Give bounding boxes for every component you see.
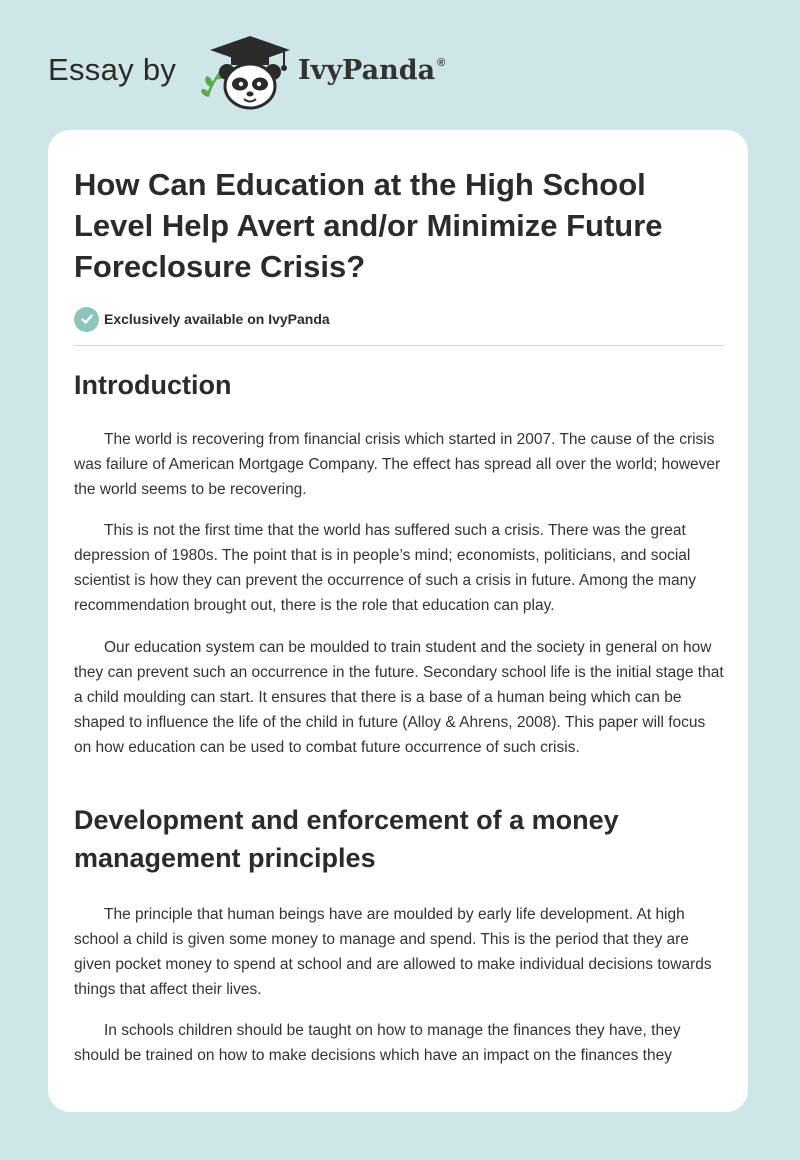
brand-name[interactable]: IvyPanda ®	[298, 55, 446, 86]
exclusive-badge-label: Exclusively available on IvyPanda	[104, 311, 330, 327]
divider	[74, 345, 724, 346]
essay-title: How Can Education at the High School Level Help Avert and/or Minimize Future Foreclosure Crisis?	[74, 167, 663, 284]
paragraph: Our education system can be moulded to train student and the society in general on how they can prevent such an occurrence in the future. Secondary school life is the initial stage that a child moulding can start. It ensures that there is a base of a human being which can be shaped to influence the life of the child in future (Alloy & Ahrens, 2008). This paper will focus on how education can be used to combat future occurrence of such crisis.	[74, 639, 724, 756]
site-header	[48, 30, 748, 110]
paragraph: The principle that human beings have are moulded by early life development. At high school a child is given some money to manage and spend. This is the period that they are given pocket money to spend at school and are allowed to make individual decisions towards things that affect their lives.	[74, 906, 712, 998]
section-heading-money-management: Development and enforcement of a money management principles	[74, 805, 619, 873]
paragraph: In schools children should be taught on how to manage the finances they have, they should be trained on how to make decisions which have an impact on the finances they	[74, 1022, 681, 1064]
section-heading-introduction: Introduction	[74, 370, 232, 400]
exclusive-badge	[74, 306, 330, 332]
panda-graduate-logo-icon[interactable]	[200, 34, 294, 112]
registered-mark: ®	[437, 57, 446, 69]
essay-card	[48, 130, 748, 1112]
check-icon	[74, 307, 99, 332]
essay-by-label: Essay by	[48, 52, 177, 87]
paragraph: The world is recovering from financial crisis which started in 2007. The cause of the crisis was failure of American Mortgage Company. The effect has spread all over the world; however the world seems to be recovering.	[74, 431, 721, 498]
paragraph: This is not the first time that the world has suffered such a crisis. There was the great depression of 1980s. The point that is in people’s mind; economists, politicians, and social scientist is how they can prevent the occurrence of such a crisis in future. Among the many recommendation brought out, there is the role that education can play.	[74, 522, 697, 614]
